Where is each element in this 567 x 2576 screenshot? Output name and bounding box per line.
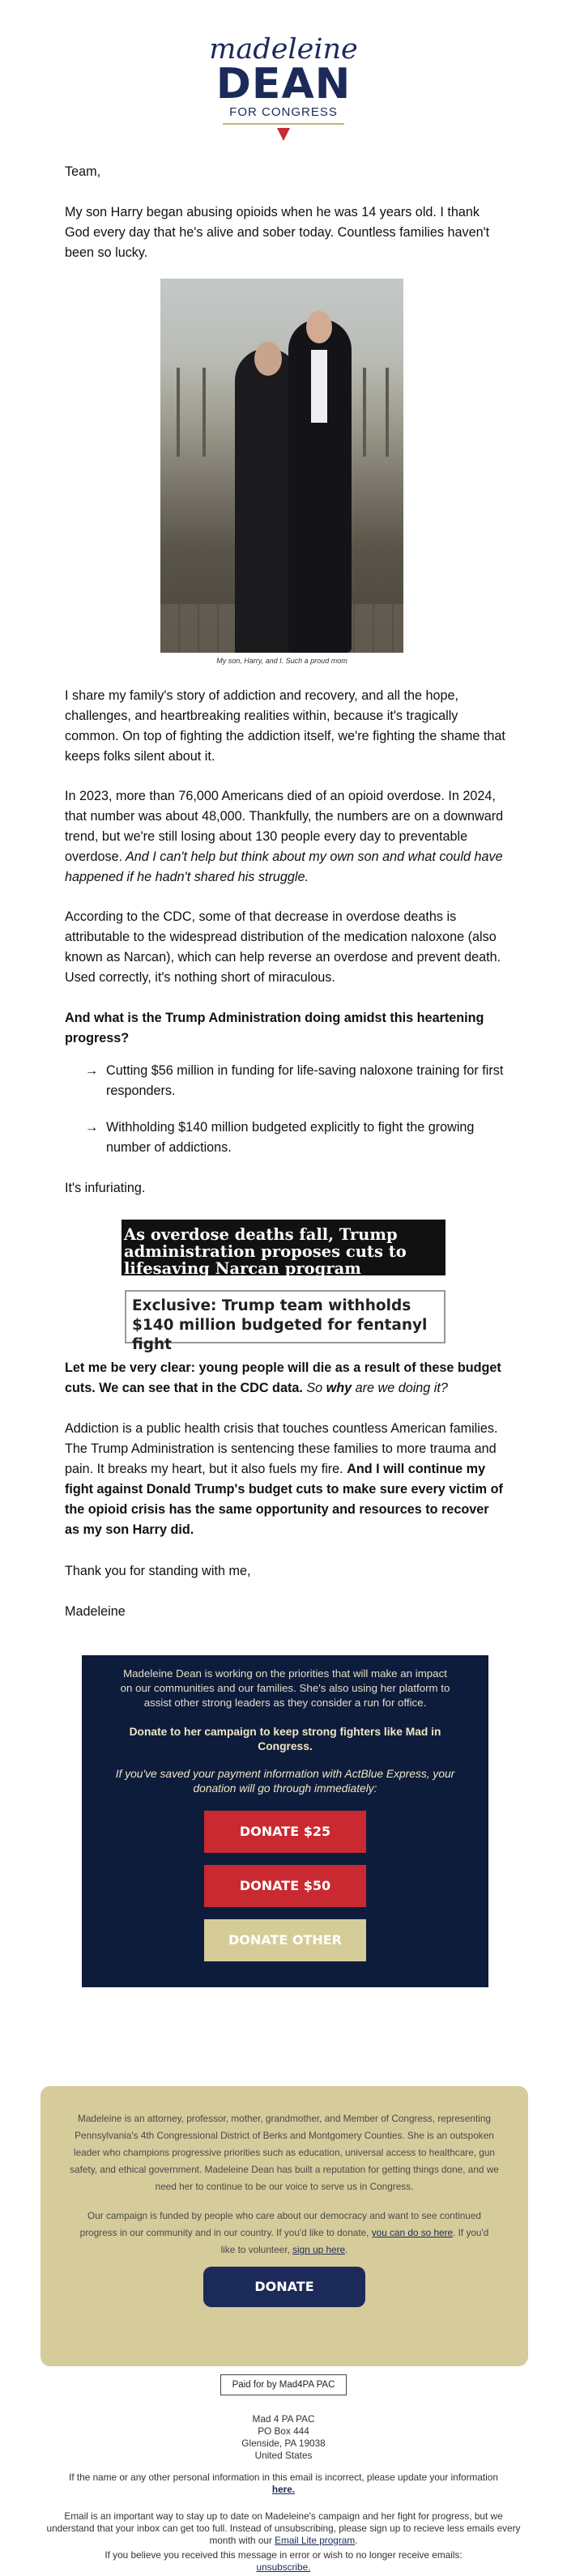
paragraph-thanks: Thank you for standing with me,: [65, 1564, 251, 1578]
email-lite-link[interactable]: Email Lite program: [275, 2535, 356, 2546]
update-info-link[interactable]: here.: [271, 2484, 296, 2495]
photo-image: [160, 279, 403, 653]
arrow-right-icon: →: [85, 1120, 99, 1135]
paragraph-statistics: In 2023, more than 76,000 Americans died of an opioid overdose. In 2024, that number was about 48,000. Thankfully, the numbers are on a downward trend, but we're still losing about 130 people every day to preventable overdose. And I can't help but think about my own son and what could have happened if he hadn't shared his struggle.: [65, 789, 504, 884]
signoff: Madeleine: [65, 1604, 126, 1619]
logo-rule: [223, 123, 344, 125]
paid-for-disclaimer: Paid for by Mad4PA PAC: [220, 2374, 347, 2395]
paragraph-question: And what is the Trump Administration doing amidst this heartening progress?: [65, 1011, 484, 1045]
mailing-address: Mad 4 PA PAC PO Box 444 Glenside, PA 19038 United States: [241, 2413, 326, 2461]
donate-other-button[interactable]: DONATE OTHER: [204, 1919, 366, 1961]
donate-50-button[interactable]: DONATE $50: [204, 1865, 366, 1907]
greeting: Team,: [65, 164, 101, 179]
paragraph-naloxone: According to the CDC, some of that decrease in overdose deaths is attributable to the widespread distribution of the medication naloxone (also known as Narcan), which can help reverse an overdose and prevent death. Used correctly, it's nothing short of miraculous.: [65, 909, 501, 985]
volunteer-link[interactable]: sign up here: [292, 2244, 346, 2255]
logo-last-name: DEAN: [215, 60, 352, 109]
paragraph-intro: My son Harry began abusing opioids when he was 14 years old. I thank God every day that he's alive and sober today. Countless families haven't been so lucky.: [65, 205, 490, 260]
bio-box: [40, 2086, 528, 2366]
donate-cta: Donate to her campaign to keep strong fighters like Mad in Congress.: [129, 1726, 441, 1752]
arrow-right-icon: →: [85, 1063, 99, 1078]
bio-paragraph: Madeleine is an attorney, professor, mother, grandmother, and Member of Congress, representing Pennsylvania's 4th Congressional District of Berks and Montgomery Counties. She is an outspoken leader who champions progressive priorities such as education, universal access to healthcare, gun safety, and ethical government. Madeleine Dean has built a reputation for getting things done, and we need her to continue to be our voice to serve us in Congress.: [70, 2113, 499, 2192]
donate-box: [82, 1655, 488, 1987]
paragraph-clear: Let me be very clear: young people will die as a result of these budget cuts. We can see that in the CDC data. So why are we doing it?: [65, 1360, 501, 1395]
actblue-express-note: If you've saved your payment information with ActBlue Express, your donation will go through immediately:: [115, 1768, 455, 1795]
email-lite-text: Email is an important way to stay up to date on Madeleine's campaign and her fight for progress, but we understand that your inbox can get too full. Instead of unsubscribing, please sign up to recieve less emails every month with our Email Lite program.: [46, 2510, 521, 2546]
paragraph-infuriating: It's infuriating.: [65, 1181, 146, 1195]
list-item: → Withholding $140 million budgeted explicitly to fight the growing number of addictions.: [85, 1118, 506, 1158]
unsubscribe-text: If you believe you received this message in error or wish to no longer receive emails: unsubscribe.: [104, 2549, 463, 2573]
donate-25-button[interactable]: DONATE $25: [204, 1811, 366, 1853]
campaign-logo: [0, 33, 567, 141]
logo-tagline: FOR CONGRESS: [229, 105, 338, 119]
funding-paragraph: Our campaign is funded by people who care about our democracy and want to see continued progress in our community and in our country. If you'd like to donate, you can do so here. If you'd like to volunteer, sign up here.: [79, 2210, 489, 2255]
news-headline-fentanyl: Exclusive: Trump team withholds $140 million budgeted for fentanyl fight: [125, 1290, 446, 1343]
donate-intro: Madeleine Dean is working on the priorities that will make an impact on our communities and our families. She's also using her platform to assist other strong leaders as they consider a run for office.: [120, 1667, 450, 1709]
paragraph-story: I share my family's story of addiction and recovery, and all the hope, challenges, and heartbreaking realities within, because it's tragically common. On top of fighting the addiction itself, we're fighting the shame that keeps folks silent about it.: [65, 688, 505, 764]
unsubscribe-link[interactable]: unsubscribe.: [256, 2561, 311, 2573]
cuts-list: [85, 1061, 506, 1174]
keystone-icon: [277, 128, 290, 141]
donate-button[interactable]: DONATE: [203, 2267, 365, 2307]
logo-first-name: madeleine: [209, 33, 358, 66]
update-info-text: If the name or any other personal information in this email is incorrect, please update your information here.: [69, 2472, 498, 2495]
family-photo: [160, 279, 403, 665]
donate-here-link[interactable]: you can do so here: [371, 2227, 454, 2238]
list-item: → Cutting $56 million in funding for life-saving naloxone training for first responders.: [85, 1061, 506, 1101]
paragraph-crisis: Addiction is a public health crisis that touches countless American families. The Trump Administration is sentencing these families to more trauma and pain. It breaks my heart, but it also fuels my fire. And I will continue my fight against Donald Trump's budget cuts to make sure every victim of the opioid crisis has the same opportunity and resources to recover as my son Harry did.: [65, 1421, 503, 1537]
photo-caption: My son, Harry, and I. Such a proud mom: [216, 657, 347, 665]
news-headline-narcan: As overdose deaths fall, Trump administration proposes cuts to lifesaving Narcan program: [122, 1220, 446, 1275]
